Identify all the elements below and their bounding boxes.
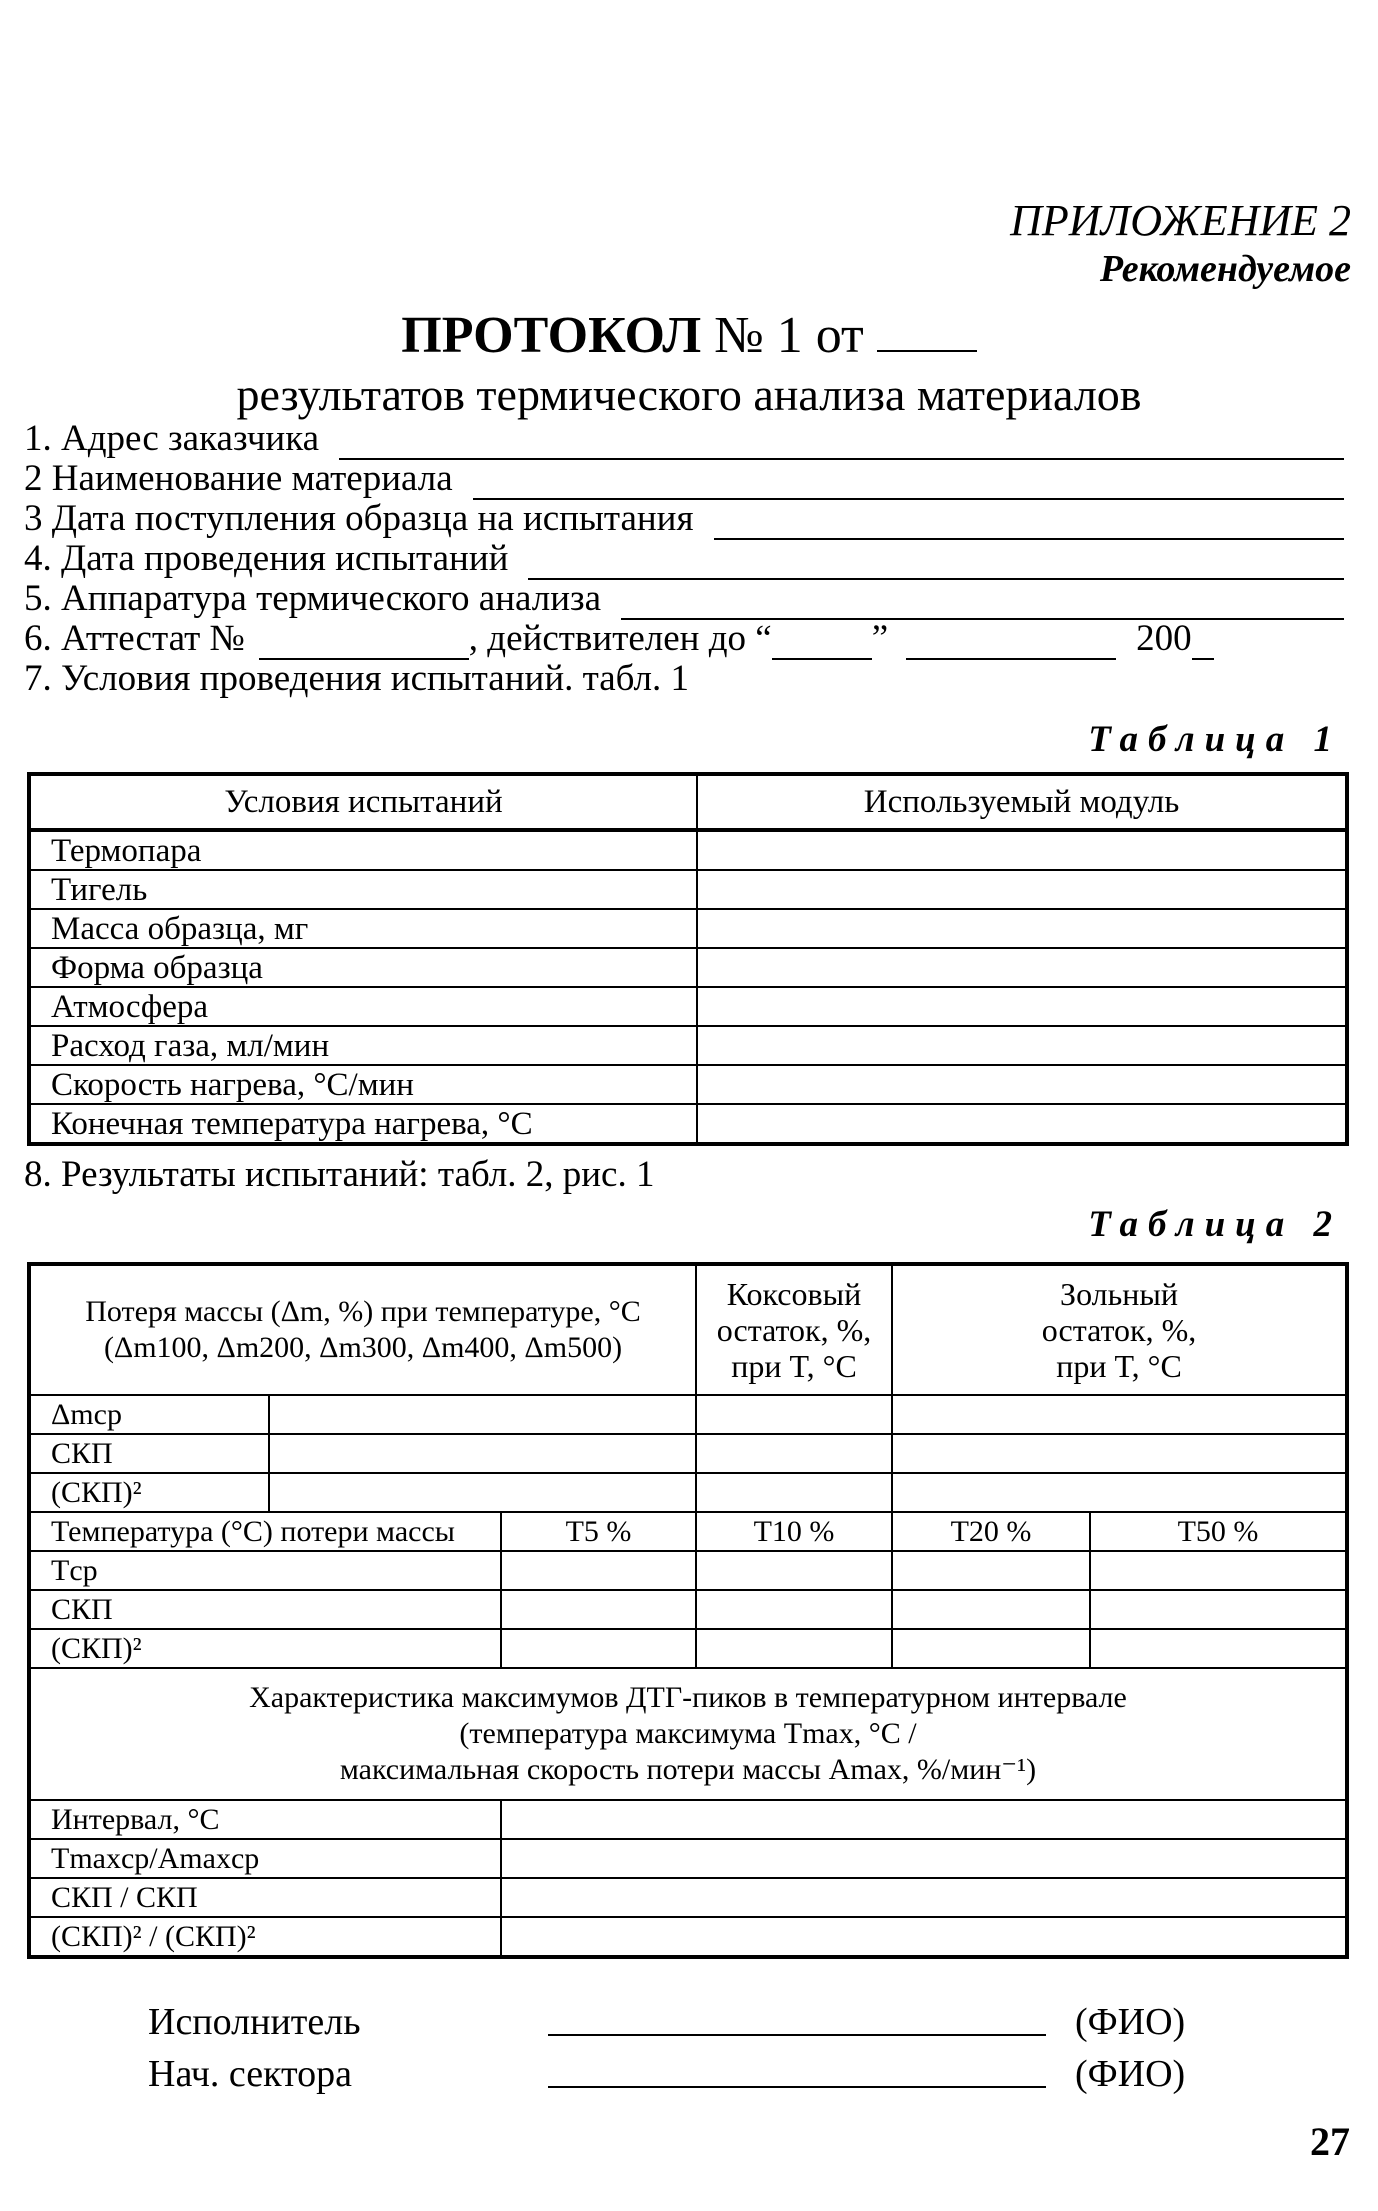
table2-cell (501, 1800, 1347, 1839)
protocol-number: № 1 от (714, 307, 864, 364)
table2-header-ash (892, 1264, 1347, 1395)
field-label: 2 Наименование материала (24, 458, 453, 499)
mass-loss-line2: (Δm100, Δm200, Δm300, Δm400, Δm500) (103, 1331, 623, 1364)
table2-cell (1090, 1629, 1347, 1668)
table2-row-label: (СКП)² (29, 1629, 501, 1668)
table2-cell (501, 1917, 1347, 1957)
table-row (29, 1878, 1347, 1917)
table2-cell (892, 1473, 1347, 1512)
table1-row-label: Расход газа, мл/мин (29, 1026, 697, 1065)
table2-cell (892, 1590, 1090, 1629)
table2-cell (696, 1434, 892, 1473)
protocol-word: ПРОТОКОЛ (401, 307, 702, 364)
coke-line2: остаток, %, (716, 1312, 872, 1348)
table2-row-label: СКП / СКП (29, 1878, 501, 1917)
table1-row-label: Тигель (29, 870, 697, 909)
table2-cell (696, 1629, 892, 1668)
table2-cell (892, 1551, 1090, 1590)
table2-cell (501, 1839, 1347, 1878)
table1-row-label: Термопара (29, 830, 697, 870)
table-row (29, 870, 1347, 909)
signature-fio-head: (ФИО) (1075, 2053, 1186, 2095)
table2-dtg-header (29, 1668, 1347, 1800)
table2-cell (1090, 1551, 1347, 1590)
table2-cell (269, 1395, 696, 1434)
table-row (29, 1839, 1347, 1878)
form-fields (24, 420, 1344, 700)
section8-heading: 8. Результаты испытаний: табл. 2, рис. 1 (24, 1154, 655, 1195)
table2-cell (501, 1878, 1347, 1917)
table2-cell (501, 1590, 696, 1629)
table2-temp-header: Температура (°С) потери массы (29, 1512, 501, 1551)
table2-row-label: Tср (29, 1551, 501, 1590)
table2-cell (501, 1629, 696, 1668)
field-certificate (24, 620, 1344, 660)
table-row (29, 830, 1347, 870)
appendix-status: Рекомендуемое (1099, 248, 1351, 290)
protocol-title (0, 305, 1378, 423)
table2-row-label: СКП (29, 1434, 269, 1473)
table2-cell (696, 1473, 892, 1512)
coke-line3: при T, °С (731, 1348, 857, 1384)
table1-header-row (29, 774, 1347, 830)
table-row (29, 1473, 1347, 1512)
temp-col-t5: T5 % (501, 1512, 696, 1551)
table-row (29, 1590, 1347, 1629)
table-row (29, 909, 1347, 948)
table-row (29, 1800, 1347, 1839)
table2-row-label: Tmaxср/Amaxср (29, 1839, 501, 1878)
table2-cell (892, 1395, 1347, 1434)
field-material-name (24, 460, 1344, 500)
certificate-year: 200 (1136, 618, 1192, 659)
field-label: 5. Аппаратура термического анализа (24, 578, 602, 619)
page-number: 27 (1310, 2119, 1350, 2164)
signature-fio-executor: (ФИО) (1075, 2001, 1186, 2043)
field-label: 1. Адрес заказчика (24, 418, 320, 459)
certificate-day-blank (772, 630, 872, 660)
table2-row-label: СКП (29, 1590, 501, 1629)
appendix-number: ПРИЛОЖЕНИЕ 2 (1010, 196, 1351, 245)
field-test-conditions (24, 660, 1344, 700)
field-equipment (24, 580, 1344, 620)
appendix-header (1010, 195, 1351, 291)
field-receipt-date (24, 500, 1344, 540)
field-customer-address (24, 420, 1344, 460)
table1-cell (697, 909, 1347, 948)
table-row (29, 1026, 1347, 1065)
table1-row-label: Конечная температура нагрева, °С (29, 1104, 697, 1144)
field-label: 4. Дата проведения испытаний (24, 538, 509, 579)
table-row (29, 1434, 1347, 1473)
table2-cell (696, 1590, 892, 1629)
table-row (29, 1104, 1347, 1144)
table-row (29, 987, 1347, 1026)
table2-caption: Таблица 2 (1088, 1204, 1342, 1245)
signature-line-head (548, 2086, 1046, 2088)
table1-header-conditions: Условия испытаний (29, 774, 697, 830)
dtg-line1: Характеристика максимумов ДТГ-пиков в температурном интервале (249, 1681, 1127, 1714)
certificate-year-blank (1192, 630, 1214, 660)
table2-row-label: Интервал, °С (29, 1800, 501, 1839)
table1-row-label: Скорость нагрева, °С/мин (29, 1065, 697, 1104)
field-blank (473, 470, 1344, 500)
dtg-line3: максимальная скорость потери массы Amax, %/мин⁻¹) (339, 1753, 1037, 1786)
temp-col-t20: T20 % (892, 1512, 1090, 1551)
field-blank (528, 550, 1344, 580)
field-blank (621, 590, 1344, 620)
certificate-quote: ” (871, 618, 889, 659)
table1-cell (697, 1026, 1347, 1065)
table2-temp-header-row (29, 1512, 1347, 1551)
table-row (29, 1629, 1347, 1668)
table1-row-label: Масса образца, мг (29, 909, 697, 948)
signature-line-executor (548, 2034, 1046, 2036)
temp-col-t50: T50 % (1090, 1512, 1347, 1551)
table1 (27, 772, 1349, 1146)
table2-cell (696, 1395, 892, 1434)
coke-line1: Коксовый (726, 1276, 862, 1312)
temp-col-t10: T10 % (696, 1512, 892, 1551)
table2-cell (892, 1434, 1347, 1473)
table2-cell (269, 1473, 696, 1512)
ash-line2: остаток, %, (1041, 1312, 1197, 1348)
field-blank (339, 430, 1344, 460)
table-row (29, 1065, 1347, 1104)
table1-cell (697, 1065, 1347, 1104)
table1-cell (697, 987, 1347, 1026)
table1-header-module: Используемый модуль (697, 774, 1347, 830)
table2-cell (1090, 1590, 1347, 1629)
table1-cell (697, 830, 1347, 870)
table1-cell (697, 948, 1347, 987)
certificate-number-blank (259, 630, 469, 660)
certificate-middle: , действителен до “ (468, 618, 772, 659)
protocol-subtitle: результатов термического анализа материалов (236, 369, 1142, 420)
table2-header-coke (696, 1264, 892, 1395)
table1-row-label: Атмосфера (29, 987, 697, 1026)
mass-loss-line1: Потеря массы (Δm, %) при температуре, °С (85, 1295, 641, 1328)
table2-cell (501, 1551, 696, 1590)
table1-row-label: Форма образца (29, 948, 697, 987)
protocol-date-blank (877, 310, 977, 352)
table1-cell (697, 870, 1347, 909)
dtg-line2: (температура максимума Tmax, °С / (459, 1717, 917, 1750)
field-blank (714, 510, 1345, 540)
certificate-month-blank (906, 630, 1116, 660)
table2-dtg-header-row (29, 1668, 1347, 1800)
signature-role-head: Нач. сектора (148, 2053, 353, 2095)
table2-header-mass-loss (29, 1264, 696, 1395)
table2-row-label: Δmср (29, 1395, 269, 1434)
table1-caption: Таблица 1 (1088, 719, 1342, 760)
field-label: 7. Условия проведения испытаний. табл. 1 (24, 658, 690, 699)
table2-row-label: (СКП)² / (СКП)² (29, 1917, 501, 1957)
certificate-prefix: 6. Аттестат № (24, 618, 245, 659)
table2-cell (696, 1551, 892, 1590)
table2-cell (269, 1434, 696, 1473)
table-row (29, 1395, 1347, 1434)
ash-line1: Зольный (1060, 1276, 1178, 1312)
table2 (27, 1262, 1349, 1959)
table2-row-label: (СКП)² (29, 1473, 269, 1512)
table2-cell (892, 1629, 1090, 1668)
field-test-date (24, 540, 1344, 580)
ash-line3: при T, °С (1056, 1348, 1182, 1384)
signature-role-executor: Исполнитель (148, 2001, 361, 2043)
table-row (29, 1551, 1347, 1590)
table-row (29, 1917, 1347, 1957)
field-label: 3 Дата поступления образца на испытания (24, 498, 694, 539)
table1-cell (697, 1104, 1347, 1144)
table-row (29, 948, 1347, 987)
table2-header-row (29, 1264, 1347, 1395)
